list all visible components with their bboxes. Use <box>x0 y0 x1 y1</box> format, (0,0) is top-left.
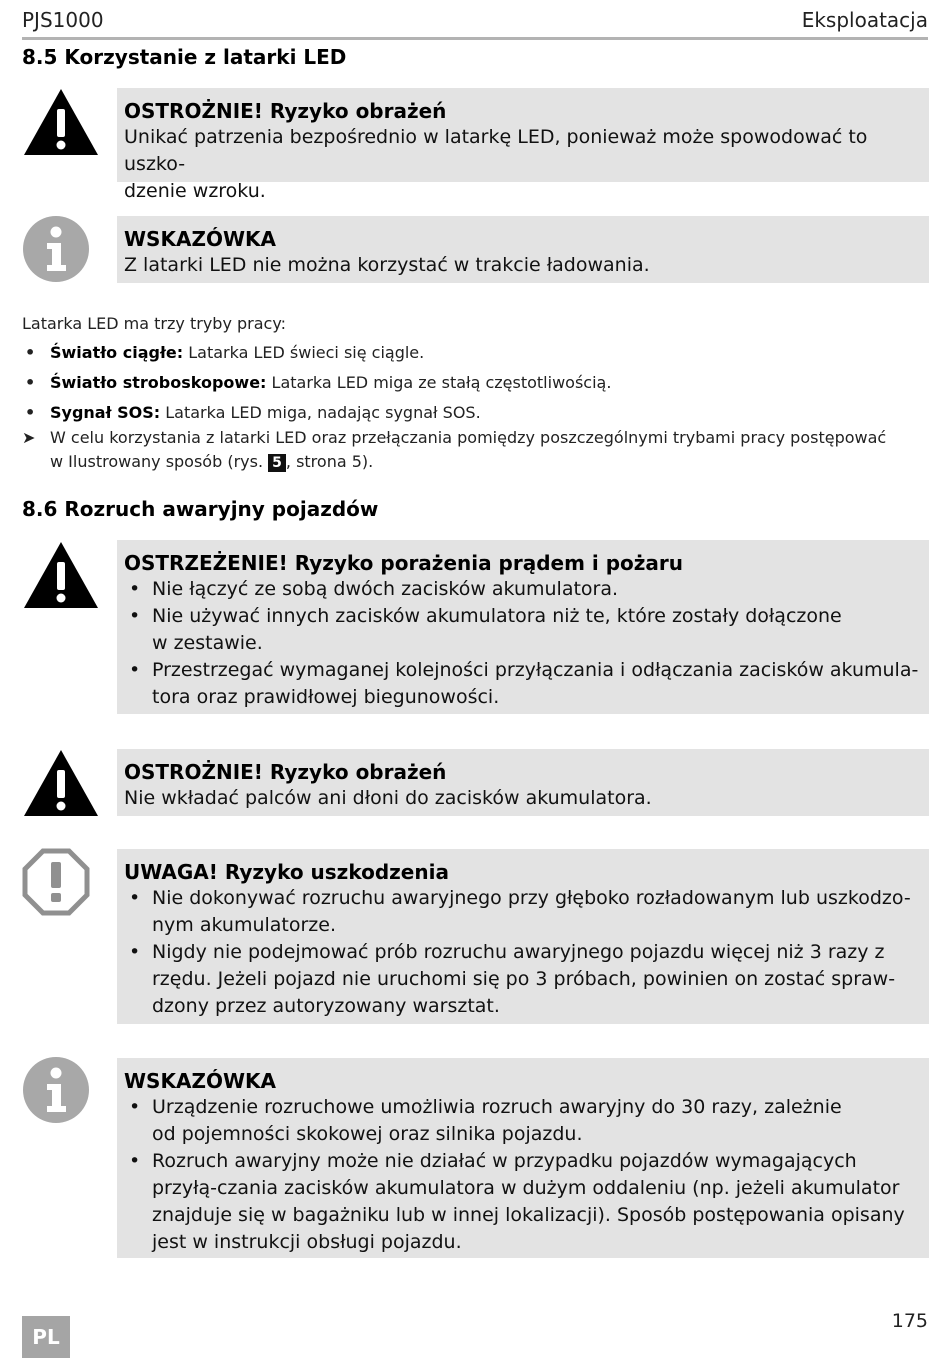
note-title: WSKAZÓWKA <box>124 1069 276 1093</box>
warning-triangle-icon <box>22 748 100 820</box>
list-item: • Nie dokonywać rozruchu awaryjnego przy głęboko rozładowanym lub uszkodzo-nym akumulatorze. <box>124 885 919 939</box>
warning-electric-box <box>117 540 929 714</box>
mode-text: Latarka LED miga, nadając sygnał SOS. <box>160 403 481 422</box>
info-icon <box>22 215 90 283</box>
caution-fingers-box <box>117 749 929 816</box>
bullet-dot: • <box>25 403 36 422</box>
page-number: 175 <box>891 1310 928 1332</box>
instruction-step <box>22 426 922 476</box>
bullet-dot: • <box>25 373 36 392</box>
step-line-1: W celu korzystania z latarki LED oraz przełączania pomiędzy poszczególnymi trybami pracy postępować <box>50 428 887 447</box>
note-title: WSKAZÓWKA <box>124 227 276 251</box>
warning-title: OSTRZEŻENIE! Ryzyko porażenia prądem i pożaru <box>124 551 684 575</box>
list-item: • Nigdy nie podejmować prób rozruchu awaryjnego pojazdu więcej niż 3 razy z rzędu. Jeżeli pojazd nie uruchomi się po 3 próbach, powinien on zostać spraw-dzony przez autoryzowany warsztat. <box>124 939 919 1020</box>
mode-text: Latarka LED miga ze stałą częstotliwością. <box>266 373 612 392</box>
mode-text: Latarka LED świeci się ciągle. <box>183 343 425 362</box>
step-arrow-icon: ➤ <box>22 428 36 447</box>
modes-intro: Latarka LED ma trzy tryby pracy: <box>22 314 287 333</box>
warning-triangle-icon <box>22 87 100 159</box>
heading-8-6: 8.6 Rozruch awaryjny pojazdów <box>22 497 379 521</box>
caution-text-line-2: dzenie wzroku. <box>124 180 266 202</box>
mode-label: Światło stroboskopowe: <box>50 373 267 392</box>
list-item: • Przestrzegać wymaganej kolejności przyłączania i odłączania zacisków akumula-tora oraz prawidłowej biegunowości. <box>124 657 919 711</box>
notice-title: UWAGA! Ryzyko uszkodzenia <box>124 860 449 884</box>
mode-label: Światło ciągłe: <box>50 343 184 362</box>
list-item: • Urządzenie rozruchowe umożliwia rozruch awaryjny do 30 razy, zależnie od pojemności skokowej oraz silnika pojazdu. <box>124 1094 852 1148</box>
language-badge: PL <box>22 1316 70 1358</box>
note-start-box <box>117 1058 929 1258</box>
header-divider <box>22 37 928 40</box>
notice-damage-box <box>117 849 929 1024</box>
bullet-dot: • <box>25 343 36 362</box>
caution-text-line-1: Unikać patrzenia bezpośrednio w latarkę LED, ponieważ może spowodować to uszko- <box>124 126 868 175</box>
caution-text: Nie wkładać palców ani dłoni do zacisków akumulatora. <box>124 787 652 809</box>
list-item: • Nie łączyć ze sobą dwóch zacisków akumulatora. <box>124 576 919 603</box>
list-item: • Rozruch awaryjny może nie działać w przypadku pojazdów wymagających przyłą-czania zacisków akumulatora w dużym oddaleniu (np. jeżeli akumulator znajduje się w bagażniku lub w innej lokalizacji). Sposób postępowania opisany jest w instrukcji obsługi pojazdu. <box>124 1148 919 1256</box>
product-name: PJS1000 <box>22 8 104 32</box>
note-text: Z latarki LED nie można korzystać w trakcie ładowania. <box>124 254 650 276</box>
list-item: • Nie używać innych zacisków akumulatora niż te, które zostały dołączone w zestawie. <box>124 603 852 657</box>
heading-8-5: 8.5 Korzystanie z latarki LED <box>22 45 347 69</box>
info-icon <box>22 1056 90 1124</box>
caution-title: OSTROŻNIE! Ryzyko obrażeń <box>124 99 447 123</box>
section-name: Eksploatacja <box>801 8 928 32</box>
note-charging-box <box>117 216 929 283</box>
octagon-exclamation-icon <box>22 848 90 916</box>
warning-triangle-icon <box>22 540 100 612</box>
caution-led-box <box>117 88 929 202</box>
figure-reference: 5 <box>268 454 286 472</box>
caution-title: OSTROŻNIE! Ryzyko obrażeń <box>124 760 447 784</box>
step-line-2: w Ilustrowany sposób (rys. 5 , strona 5). <box>50 452 374 471</box>
mode-label: Sygnał SOS: <box>50 403 161 422</box>
